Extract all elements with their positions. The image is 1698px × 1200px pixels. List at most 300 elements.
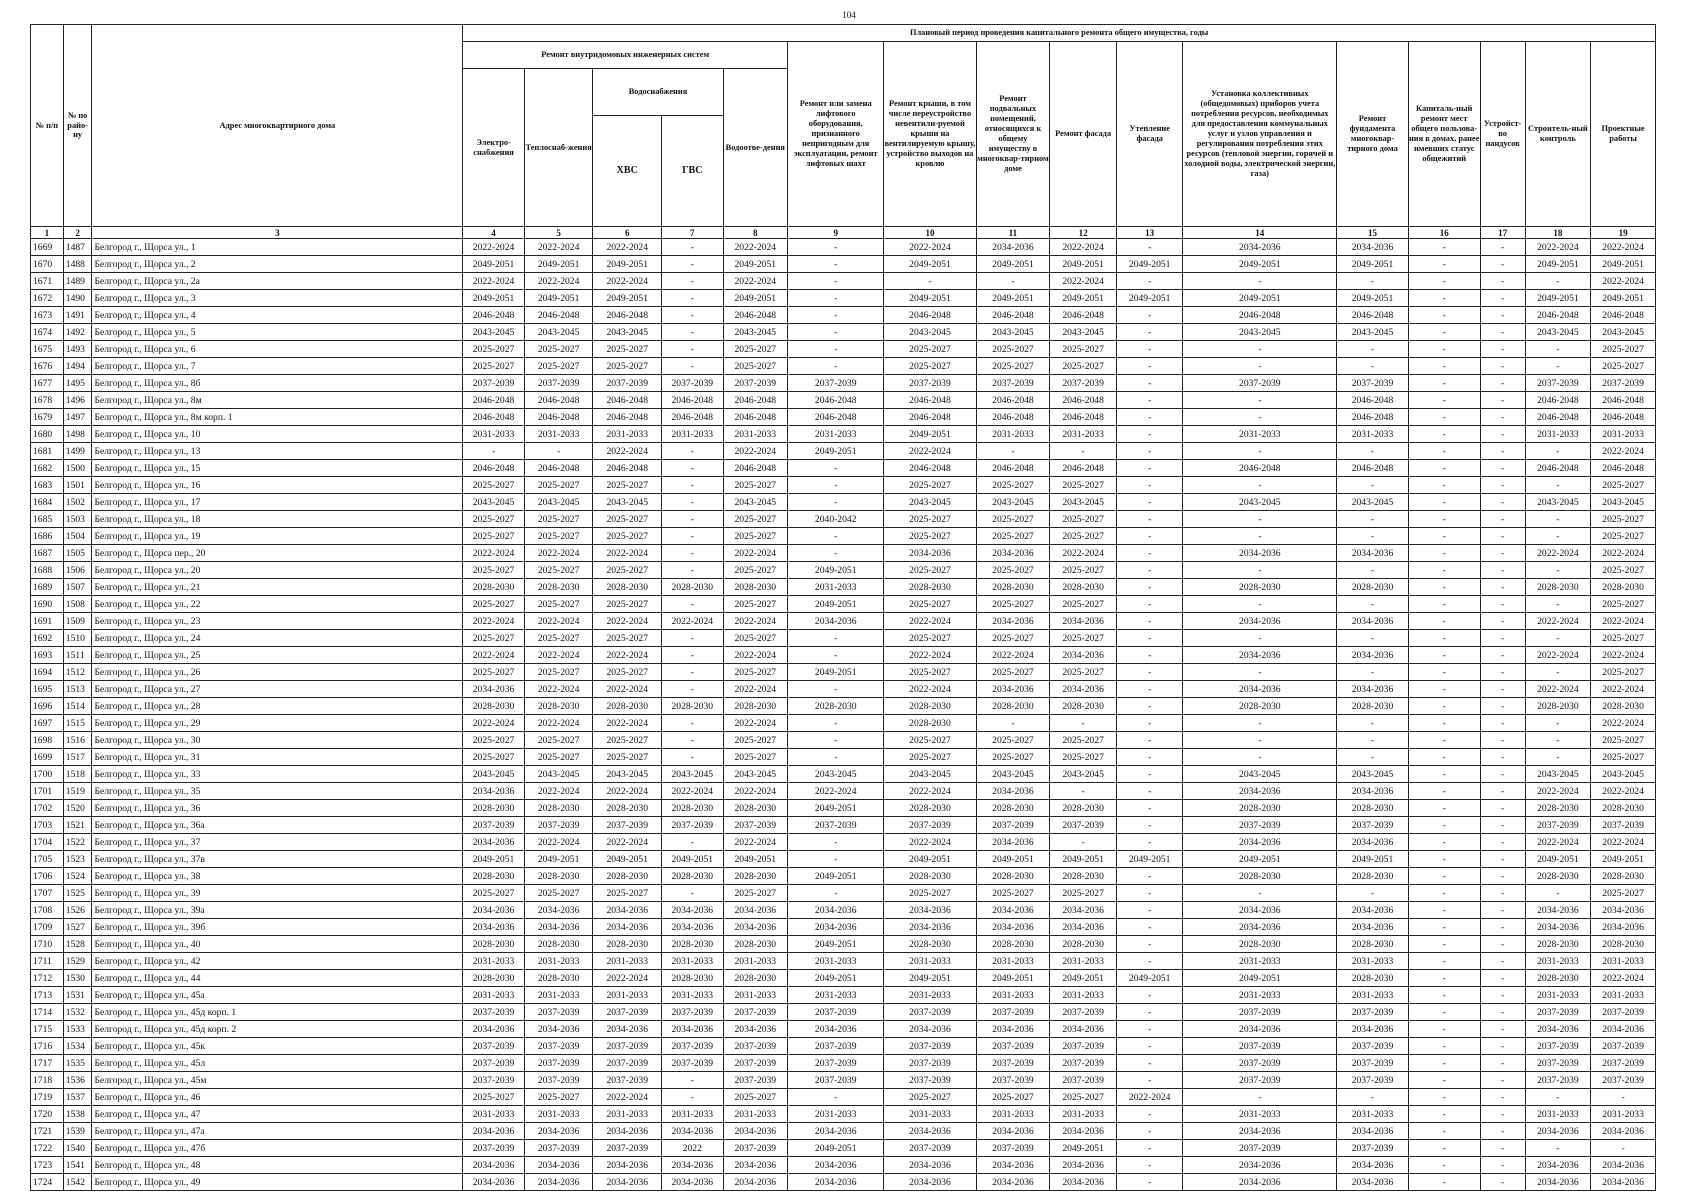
schedule-cell: 2034-2036: [1337, 545, 1409, 562]
row-number-cell: 1715: [31, 1021, 64, 1038]
schedule-cell: -: [1480, 817, 1525, 834]
schedule-cell: 2034-2036: [662, 919, 723, 936]
schedule-cell: 2025-2027: [1050, 630, 1117, 647]
schedule-cell: 2022-2024: [1591, 647, 1656, 664]
schedule-cell: 2034-2036: [884, 1123, 976, 1140]
schedule-cell: 2022-2024: [1525, 783, 1591, 800]
schedule-cell: 2034-2036: [1050, 1123, 1117, 1140]
address-cell: Белгород г., Щорса ул., 45д корп. 2: [92, 1021, 463, 1038]
schedule-cell: 2022-2024: [723, 613, 788, 630]
schedule-cell: -: [1408, 1140, 1480, 1157]
address-cell: Белгород г., Щорса ул., 36а: [92, 817, 463, 834]
district-number-cell: 1492: [63, 324, 92, 341]
schedule-cell: 2025-2027: [1050, 358, 1117, 375]
schedule-cell: 2031-2033: [1337, 987, 1409, 1004]
schedule-cell: 2034-2036: [1050, 681, 1117, 698]
schedule-cell: -: [1183, 273, 1337, 290]
district-number-cell: 1505: [63, 545, 92, 562]
schedule-cell: 2031-2033: [884, 1106, 976, 1123]
column-number: 6: [593, 227, 662, 239]
schedule-cell: -: [1116, 698, 1183, 715]
schedule-cell: 2031-2033: [593, 1106, 662, 1123]
row-number-cell: 1712: [31, 970, 64, 987]
schedule-cell: 2034-2036: [976, 919, 1050, 936]
address-cell: Белгород г., Щорса ул., 47б: [92, 1140, 463, 1157]
table-row: [31, 936, 1656, 953]
schedule-cell: 2037-2039: [884, 1055, 976, 1072]
schedule-cell: 2025-2027: [593, 358, 662, 375]
schedule-cell: 2034-2036: [524, 919, 593, 936]
schedule-cell: 2022-2024: [1591, 970, 1656, 987]
schedule-cell: 2022-2024: [884, 443, 976, 460]
schedule-cell: 2022-2024: [1525, 647, 1591, 664]
table-row: [31, 1174, 1656, 1191]
schedule-cell: -: [662, 715, 723, 732]
schedule-cell: 2034-2036: [1591, 902, 1656, 919]
schedule-cell: 2034-2036: [788, 1157, 884, 1174]
schedule-cell: 2046-2048: [524, 307, 593, 324]
schedule-cell: 2037-2039: [524, 1004, 593, 1021]
column-number: 2: [63, 227, 92, 239]
table-row: [31, 341, 1656, 358]
schedule-cell: -: [1337, 528, 1409, 545]
district-number-cell: 1525: [63, 885, 92, 902]
schedule-cell: 2049-2051: [788, 936, 884, 953]
district-number-cell: 1502: [63, 494, 92, 511]
schedule-cell: -: [1480, 732, 1525, 749]
schedule-cell: 2028-2030: [662, 936, 723, 953]
schedule-cell: 2025-2027: [723, 749, 788, 766]
schedule-cell: 2037-2039: [723, 817, 788, 834]
schedule-cell: 2025-2027: [593, 664, 662, 681]
schedule-cell: -: [1116, 868, 1183, 885]
schedule-cell: -: [1183, 630, 1337, 647]
schedule-cell: 2025-2027: [976, 528, 1050, 545]
schedule-cell: -: [662, 256, 723, 273]
schedule-cell: -: [1183, 511, 1337, 528]
schedule-cell: 2028-2030: [1337, 970, 1409, 987]
schedule-cell: 2028-2030: [884, 868, 976, 885]
address-cell: Белгород г., Щорса ул., 20: [92, 562, 463, 579]
schedule-cell: 2022-2024: [1591, 239, 1656, 256]
schedule-cell: 2049-2051: [1116, 851, 1183, 868]
schedule-cell: 2022-2024: [1525, 545, 1591, 562]
schedule-cell: 2046-2048: [1591, 409, 1656, 426]
address-cell: Белгород г., Щорса ул., 30: [92, 732, 463, 749]
schedule-cell: -: [1050, 783, 1117, 800]
schedule-cell: -: [1116, 596, 1183, 613]
header-ramps: Устройст-во пандусов: [1480, 42, 1525, 227]
schedule-cell: 2022-2024: [723, 715, 788, 732]
schedule-cell: 2034-2036: [976, 681, 1050, 698]
schedule-cell: -: [1408, 613, 1480, 630]
schedule-cell: 2049-2051: [976, 851, 1050, 868]
schedule-cell: 2043-2045: [524, 494, 593, 511]
schedule-cell: 2025-2027: [463, 630, 524, 647]
district-number-cell: 1513: [63, 681, 92, 698]
schedule-cell: 2046-2048: [1050, 307, 1117, 324]
schedule-cell: 2028-2030: [1525, 698, 1591, 715]
address-cell: Белгород г., Щорса ул., 38: [92, 868, 463, 885]
schedule-cell: 2031-2033: [1183, 953, 1337, 970]
schedule-cell: -: [662, 562, 723, 579]
schedule-cell: 2025-2027: [884, 358, 976, 375]
schedule-cell: 2049-2051: [976, 256, 1050, 273]
schedule-cell: 2037-2039: [593, 1038, 662, 1055]
district-number-cell: 1522: [63, 834, 92, 851]
schedule-cell: -: [1408, 800, 1480, 817]
schedule-cell: -: [788, 460, 884, 477]
schedule-cell: 2034-2036: [463, 1174, 524, 1191]
district-number-cell: 1511: [63, 647, 92, 664]
schedule-cell: 2049-2051: [1591, 256, 1656, 273]
schedule-cell: -: [1408, 273, 1480, 290]
schedule-cell: -: [662, 494, 723, 511]
row-number-cell: 1704: [31, 834, 64, 851]
schedule-cell: 2049-2051: [884, 256, 976, 273]
schedule-cell: 2031-2033: [1050, 987, 1117, 1004]
schedule-cell: -: [1525, 477, 1591, 494]
table-row: [31, 732, 1656, 749]
row-number-cell: 1709: [31, 919, 64, 936]
schedule-cell: 2034-2036: [524, 1157, 593, 1174]
schedule-cell: -: [1116, 664, 1183, 681]
schedule-cell: 2022-2024: [884, 834, 976, 851]
schedule-cell: 2025-2027: [1050, 596, 1117, 613]
schedule-cell: 2028-2030: [1591, 579, 1656, 596]
schedule-cell: -: [662, 290, 723, 307]
schedule-cell: 2028-2030: [1337, 698, 1409, 715]
schedule-cell: 2037-2039: [463, 375, 524, 392]
schedule-cell: 2022-2024: [1591, 443, 1656, 460]
schedule-cell: -: [1408, 953, 1480, 970]
schedule-cell: 2034-2036: [593, 919, 662, 936]
schedule-cell: 2034-2036: [1337, 902, 1409, 919]
address-cell: Белгород г., Щорса ул., 45а: [92, 987, 463, 1004]
schedule-cell: -: [1183, 341, 1337, 358]
schedule-cell: -: [1525, 664, 1591, 681]
schedule-cell: -: [1480, 1021, 1525, 1038]
schedule-cell: 2025-2027: [593, 732, 662, 749]
schedule-cell: -: [1116, 647, 1183, 664]
schedule-cell: 2025-2027: [884, 732, 976, 749]
schedule-cell: 2028-2030: [1525, 868, 1591, 885]
schedule-cell: 2031-2033: [1591, 987, 1656, 1004]
schedule-cell: 2022-2024: [593, 443, 662, 460]
row-number-cell: 1720: [31, 1106, 64, 1123]
schedule-cell: -: [1183, 1089, 1337, 1106]
district-number-cell: 1512: [63, 664, 92, 681]
schedule-cell: 2034-2036: [1183, 545, 1337, 562]
schedule-cell: 2028-2030: [976, 698, 1050, 715]
schedule-cell: -: [1408, 1004, 1480, 1021]
schedule-cell: 2037-2039: [463, 1055, 524, 1072]
schedule-cell: -: [1480, 443, 1525, 460]
schedule-cell: 2046-2048: [1337, 307, 1409, 324]
schedule-cell: -: [1408, 783, 1480, 800]
schedule-cell: 2037-2039: [976, 1004, 1050, 1021]
schedule-cell: -: [662, 749, 723, 766]
district-number-cell: 1509: [63, 613, 92, 630]
row-number-cell: 1682: [31, 460, 64, 477]
schedule-cell: 2034-2036: [1337, 647, 1409, 664]
schedule-cell: 2022-2024: [723, 443, 788, 460]
schedule-cell: -: [1408, 1157, 1480, 1174]
schedule-cell: -: [1337, 715, 1409, 732]
table-row: [31, 528, 1656, 545]
schedule-cell: 2028-2030: [1337, 800, 1409, 817]
schedule-cell: 2049-2051: [593, 290, 662, 307]
schedule-cell: -: [1525, 528, 1591, 545]
schedule-cell: 2037-2039: [788, 1004, 884, 1021]
schedule-cell: -: [1183, 392, 1337, 409]
address-cell: Белгород г., Щорса ул., 45к: [92, 1038, 463, 1055]
schedule-cell: 2025-2027: [524, 511, 593, 528]
schedule-cell: -: [1480, 953, 1525, 970]
schedule-cell: 2034-2036: [1183, 1021, 1337, 1038]
schedule-cell: 2034-2036: [884, 1157, 976, 1174]
schedule-cell: 2031-2033: [884, 987, 976, 1004]
schedule-cell: 2031-2033: [788, 987, 884, 1004]
schedule-cell: 2034-2036: [976, 1157, 1050, 1174]
table-row: [31, 800, 1656, 817]
schedule-cell: 2034-2036: [1050, 902, 1117, 919]
table-row: [31, 494, 1656, 511]
schedule-cell: -: [1408, 1072, 1480, 1089]
schedule-cell: 2028-2030: [524, 970, 593, 987]
schedule-cell: 2037-2039: [1050, 1004, 1117, 1021]
row-number-cell: 1686: [31, 528, 64, 545]
schedule-cell: 2028-2030: [884, 715, 976, 732]
address-cell: Белгород г., Щорса ул., 2: [92, 256, 463, 273]
district-number-cell: 1517: [63, 749, 92, 766]
schedule-cell: 2025-2027: [593, 341, 662, 358]
row-number-cell: 1718: [31, 1072, 64, 1089]
schedule-cell: -: [1337, 885, 1409, 902]
schedule-cell: 2043-2045: [884, 494, 976, 511]
schedule-cell: 2049-2051: [593, 256, 662, 273]
schedule-cell: -: [1480, 562, 1525, 579]
schedule-cell: 2037-2039: [976, 1140, 1050, 1157]
schedule-cell: 2022-2024: [884, 783, 976, 800]
schedule-cell: 2028-2030: [524, 579, 593, 596]
schedule-cell: 2049-2051: [1050, 970, 1117, 987]
schedule-cell: 2034-2036: [662, 902, 723, 919]
district-number-cell: 1536: [63, 1072, 92, 1089]
schedule-cell: 2022-2024: [1591, 715, 1656, 732]
schedule-cell: 2049-2051: [788, 596, 884, 613]
schedule-cell: 2037-2039: [723, 1055, 788, 1072]
schedule-cell: 2043-2045: [723, 766, 788, 783]
schedule-cell: 2037-2039: [1050, 375, 1117, 392]
schedule-cell: -: [1337, 1089, 1409, 1106]
schedule-cell: 2028-2030: [463, 868, 524, 885]
address-cell: Белгород г., Щорса ул., 19: [92, 528, 463, 545]
schedule-cell: 2025-2027: [524, 664, 593, 681]
schedule-cell: -: [1116, 1004, 1183, 1021]
schedule-cell: 2049-2051: [1050, 1140, 1117, 1157]
address-cell: Белгород г., Щорса ул., 40: [92, 936, 463, 953]
column-number-row: [31, 227, 1656, 239]
schedule-cell: 2046-2048: [524, 409, 593, 426]
schedule-cell: -: [1408, 1089, 1480, 1106]
schedule-cell: -: [1116, 987, 1183, 1004]
schedule-cell: 2037-2039: [1591, 1072, 1656, 1089]
header-water: Водоснабжения: [593, 69, 723, 116]
schedule-cell: -: [662, 358, 723, 375]
schedule-cell: 2049-2051: [463, 256, 524, 273]
table-row: [31, 681, 1656, 698]
schedule-cell: 2028-2030: [463, 800, 524, 817]
header-foundation: Ремонт фундамента многоквар-тирного дома: [1337, 42, 1409, 227]
schedule-cell: 2028-2030: [593, 698, 662, 715]
schedule-cell: -: [788, 834, 884, 851]
schedule-cell: 2028-2030: [463, 970, 524, 987]
schedule-cell: -: [1408, 477, 1480, 494]
schedule-cell: 2037-2039: [723, 1038, 788, 1055]
schedule-cell: 2031-2033: [723, 953, 788, 970]
schedule-cell: 2034-2036: [788, 1174, 884, 1191]
schedule-cell: -: [1183, 715, 1337, 732]
page-number: 104: [842, 10, 856, 20]
schedule-cell: -: [1480, 256, 1525, 273]
schedule-cell: 2028-2030: [1050, 579, 1117, 596]
schedule-cell: 2034-2036: [976, 1174, 1050, 1191]
schedule-cell: 2031-2033: [662, 1106, 723, 1123]
table-row: [31, 392, 1656, 409]
column-number: 18: [1525, 227, 1591, 239]
schedule-cell: 2034-2036: [463, 681, 524, 698]
schedule-cell: 2031-2033: [1591, 953, 1656, 970]
schedule-cell: -: [1337, 477, 1409, 494]
schedule-cell: 2028-2030: [884, 936, 976, 953]
schedule-cell: 2028-2030: [593, 579, 662, 596]
schedule-cell: -: [1116, 630, 1183, 647]
schedule-cell: -: [1480, 783, 1525, 800]
schedule-cell: 2049-2051: [1116, 970, 1183, 987]
address-cell: Белгород г., Щорса ул., 8м: [92, 392, 463, 409]
schedule-cell: 2037-2039: [1591, 375, 1656, 392]
schedule-cell: 2037-2039: [884, 1072, 976, 1089]
schedule-cell: -: [788, 647, 884, 664]
schedule-cell: 2034-2036: [788, 902, 884, 919]
schedule-cell: 2037-2039: [976, 1038, 1050, 1055]
district-number-cell: 1530: [63, 970, 92, 987]
schedule-cell: 2049-2051: [1525, 290, 1591, 307]
schedule-cell: 2022-2024: [976, 647, 1050, 664]
schedule-cell: -: [1408, 579, 1480, 596]
schedule-cell: 2022-2024: [1525, 239, 1591, 256]
schedule-cell: 2034-2036: [524, 902, 593, 919]
column-number: 7: [662, 227, 723, 239]
address-cell: Белгород г., Щорса ул., 1: [92, 239, 463, 256]
schedule-cell: -: [1116, 273, 1183, 290]
schedule-cell: 2046-2048: [1183, 460, 1337, 477]
schedule-cell: -: [1408, 256, 1480, 273]
schedule-cell: 2025-2027: [1050, 664, 1117, 681]
schedule-cell: -: [1408, 868, 1480, 885]
schedule-cell: -: [1408, 1055, 1480, 1072]
row-number-cell: 1706: [31, 868, 64, 885]
district-number-cell: 1518: [63, 766, 92, 783]
schedule-cell: 2025-2027: [463, 562, 524, 579]
row-number-cell: 1681: [31, 443, 64, 460]
schedule-cell: 2028-2030: [1591, 936, 1656, 953]
district-number-cell: 1487: [63, 239, 92, 256]
schedule-cell: 2025-2027: [593, 511, 662, 528]
schedule-cell: -: [1525, 1089, 1591, 1106]
schedule-cell: -: [1408, 528, 1480, 545]
address-cell: Белгород г., Щорса ул., 23: [92, 613, 463, 630]
schedule-cell: -: [1116, 902, 1183, 919]
schedule-cell: -: [976, 715, 1050, 732]
schedule-cell: 2049-2051: [1183, 256, 1337, 273]
address-cell: Белгород г., Щорса ул., 25: [92, 647, 463, 664]
table-row: [31, 1055, 1656, 1072]
schedule-cell: 2034-2036: [1337, 1123, 1409, 1140]
schedule-cell: -: [788, 341, 884, 358]
schedule-cell: 2034-2036: [723, 1157, 788, 1174]
schedule-cell: 2037-2039: [788, 1038, 884, 1055]
schedule-cell: 2049-2051: [1337, 256, 1409, 273]
schedule-cell: 2028-2030: [1525, 936, 1591, 953]
schedule-cell: 2028-2030: [723, 800, 788, 817]
row-number-cell: 1700: [31, 766, 64, 783]
schedule-cell: -: [1591, 1140, 1656, 1157]
schedule-cell: -: [1408, 239, 1480, 256]
schedule-cell: 2022-2024: [788, 783, 884, 800]
schedule-cell: 2025-2027: [723, 630, 788, 647]
schedule-cell: 2025-2027: [976, 664, 1050, 681]
schedule-cell: -: [1408, 766, 1480, 783]
schedule-cell: -: [662, 545, 723, 562]
row-number-cell: 1672: [31, 290, 64, 307]
schedule-cell: 2028-2030: [1337, 579, 1409, 596]
schedule-cell: -: [1480, 290, 1525, 307]
schedule-cell: -: [662, 596, 723, 613]
schedule-cell: 2025-2027: [463, 749, 524, 766]
district-number-cell: 1489: [63, 273, 92, 290]
schedule-cell: 2049-2051: [1183, 970, 1337, 987]
schedule-cell: 2043-2045: [1337, 494, 1409, 511]
schedule-cell: 2037-2039: [1183, 1140, 1337, 1157]
schedule-cell: 2034-2036: [662, 1123, 723, 1140]
schedule-cell: 2043-2045: [524, 766, 593, 783]
table-row: [31, 324, 1656, 341]
schedule-cell: 2034-2036: [1525, 919, 1591, 936]
schedule-cell: 2037-2039: [884, 1140, 976, 1157]
schedule-cell: 2034-2036: [1591, 1123, 1656, 1140]
schedule-cell: 2031-2033: [1337, 953, 1409, 970]
schedule-cell: 2022: [662, 1140, 723, 1157]
schedule-cell: 2022-2024: [1050, 273, 1117, 290]
schedule-cell: 2049-2051: [788, 970, 884, 987]
schedule-cell: -: [1337, 341, 1409, 358]
schedule-cell: 2028-2030: [1183, 868, 1337, 885]
schedule-cell: 2043-2045: [1183, 766, 1337, 783]
schedule-cell: 2049-2051: [1525, 256, 1591, 273]
address-cell: Белгород г., Щорса ул., 39: [92, 885, 463, 902]
row-number-cell: 1674: [31, 324, 64, 341]
schedule-cell: 2037-2039: [1525, 817, 1591, 834]
schedule-cell: 2034-2036: [1591, 919, 1656, 936]
schedule-cell: 2028-2030: [593, 936, 662, 953]
schedule-cell: 2049-2051: [884, 290, 976, 307]
schedule-cell: -: [1480, 1140, 1525, 1157]
schedule-cell: 2025-2027: [1591, 528, 1656, 545]
schedule-cell: 2034-2036: [463, 902, 524, 919]
schedule-cell: 2049-2051: [884, 851, 976, 868]
